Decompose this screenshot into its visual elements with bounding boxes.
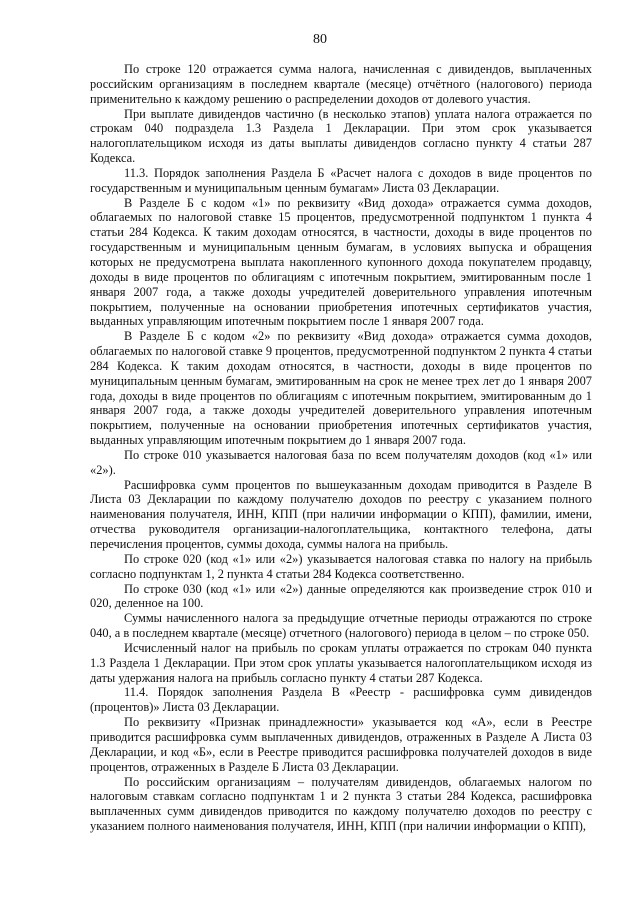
paragraph: По строке 030 (код «1» или «2») данные определяются как произведение строк 010 и 020, деленное на 100. [90,581,592,611]
paragraph: Расшифровка сумм процентов по вышеуказанным доходам приводится в Разделе В Листа 03 Декларации по каждому получателю доходов по реестру с указанием полного наименования получателя, ИНН, КПП (при наличии информации о КПП), фамилии, имени, отчества руководителя организации-налогоплательщика, контактного телефона, даты перечисления процентов, суммы дохода, суммы налога на прибыль. [90,477,592,551]
paragraph: По строке 010 указывается налоговая база по всем получателям доходов (код «1» или «2»). [90,447,592,477]
paragraph: По российским организациям – получателям дивидендов, облагаемых налогом по налоговым ставкам согласно подпунктам 1 и 2 пункта 3 статьи 284 Кодекса, расшифровка выплаченных сумм дивидендов приводится по каждому получателю доходов по реестру с указанием полного наименования получателя, ИНН, КПП (при наличии информации о КПП), [90,774,592,834]
document-body [90,62,592,834]
paragraph: Суммы начисленного налога за предыдущие отчетные периоды отражаются по строке 040, а в последнем квартале (месяце) отчетного (налогового) периода в целом – по строке 050. [90,611,592,641]
paragraph: 11.3. Порядок заполнения Раздела Б «Расчет налога с доходов в виде процентов по государственным и муниципальным ценным бумагам» Листа 03 Декларации. [90,165,592,195]
page-number: 80 [313,32,327,47]
paragraph: В Разделе Б с кодом «2» по реквизиту «Вид дохода» отражается сумма доходов, облагаемых по налоговой ставке 9 процентов, предусмотренной подпунктом 2 пункта 4 статьи 284 Кодекса. К таким доходам относятся, в частности, доходы в виде процентов по муниципальным ценным бумагам, эмитированным на срок не менее трех лет до 1 января 2007 года, доходы в виде процентов по облигациям с ипотечным покрытием, эмитированным до 1 января 2007 года, а также доходы учредителей доверительного управления ипотечным покрытием, полученные на основании приобретения ипотечных сертификатов участия, выданных управляющим ипотечным покрытием до 1 января 2007 года. [90,329,592,448]
paragraph: По реквизиту «Признак принадлежности» указывается код «А», если в Реестре приводится расшифровка сумм выплаченных дивидендов, отраженных в Разделе А Листа 03 Декларации, и код «Б», если в Реестре приводится расшифровка получателей доходов в виде процентов, отраженных в Разделе Б Листа 03 Декларации. [90,715,592,774]
paragraph: Исчисленный налог на прибыль по срокам уплаты отражается по строкам 040 пункта 1.3 Раздела 1 Декларации. При этом срок уплаты указывается налогоплательщиком исходя из даты удержания налога на прибыль согласно пункту 4 статьи 287 Кодекса. [90,640,592,685]
paragraph: 11.4. Порядок заполнения Раздела В «Реестр - расшифровка сумм дивидендов (процентов)» Листа 03 Декларации. [90,685,592,715]
paragraph: В Разделе Б с кодом «1» по реквизиту «Вид дохода» отражается сумма доходов, облагаемых по налоговой ставке 15 процентов, предусмотренной подпунктом 1 пункта 4 статьи 284 Кодекса. К таким доходам относятся, в частности, доходы в виде процентов по государственным и муниципальным ценным бумагам, в условиях выпуска и обращения которых не предусмотрена выплата накопленного купонного дохода покупателем продавцу, доходы в виде процентов по облигациям с ипотечным покрытием, эмитированным после 1 января 2007 года, а также доходы учредителей доверительного управления ипотечным покрытием, полученные на основании приобретения ипотечных сертификатов участия, выданных управляющим ипотечным покрытием после 1 января 2007 года. [90,195,592,329]
paragraph: По строке 120 отражается сумма налога, начисленная с дивидендов, выплаченных российским организациям в последнем квартале (месяце) отчётного (налогового) периода применительно к каждому решению о распределении доходов от долевого участия. [90,62,592,106]
paragraph: При выплате дивидендов частично (в несколько этапов) уплата налога отражается по строкам 040 подраздела 1.3 Раздела 1 Декларации. При этом срок указывается налогоплательщиком исходя из даты выплаты дивидендов согласно пункту 4 статьи 287 Кодекса. [90,106,592,166]
paragraph: По строке 020 (код «1» или «2») указывается налоговая ставка по налогу на прибыль согласно подпунктам 1, 2 пункта 4 статьи 284 Кодекса соответственно. [90,551,592,581]
